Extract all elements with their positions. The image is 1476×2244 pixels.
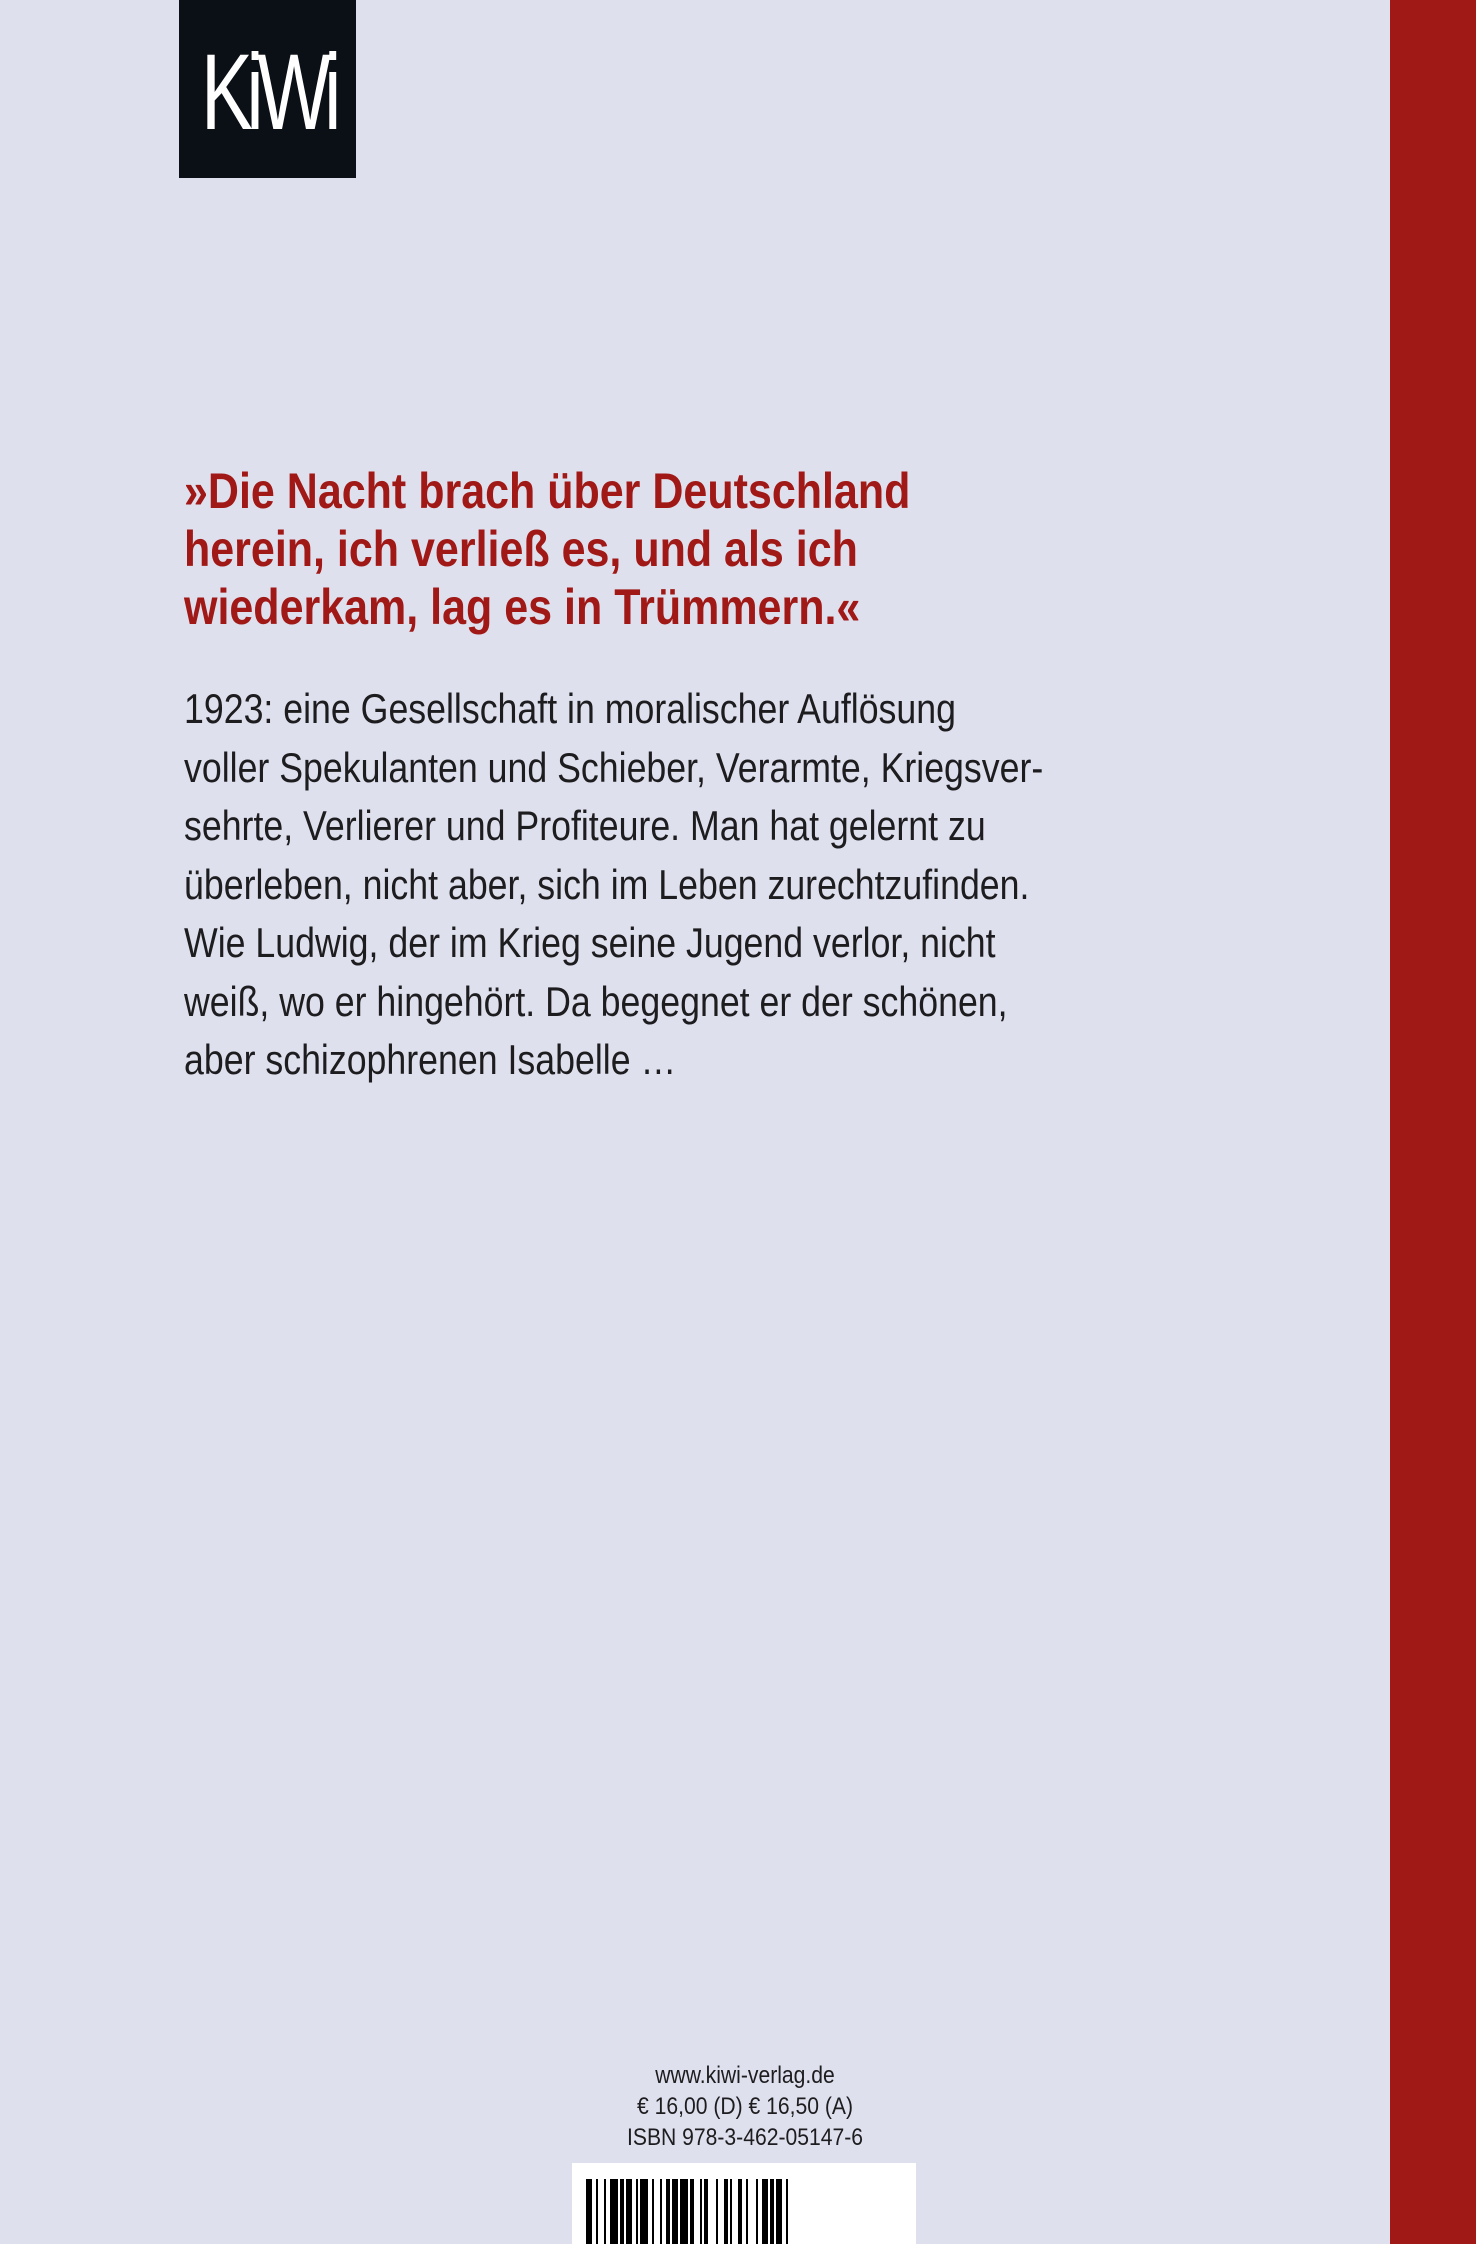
- blurb-line: überleben, nicht aber, sich im Leben zurechtzufinden.: [184, 860, 1030, 908]
- barcode-bar: [770, 2179, 774, 2244]
- barcode-bar: [700, 2179, 702, 2244]
- barcode-bar: [746, 2179, 748, 2244]
- pull-quote-line: herein, ich verließ es, und als ich: [184, 521, 858, 577]
- barcode-bar: [776, 2179, 782, 2244]
- barcode-bar: [762, 2179, 768, 2244]
- blurb-line: voller Spekulanten und Schieber, Verarmte, Kriegsver-: [184, 743, 1044, 791]
- publisher-logo-text: KiWi: [200, 30, 335, 152]
- blurb-line: 1923: eine Gesellschaft in moralischer Auflösung: [184, 685, 956, 732]
- barcode-bar: [716, 2179, 718, 2244]
- price-line: € 16,00 (D) € 16,50 (A): [636, 2093, 854, 2120]
- book-blurb: [184, 680, 1244, 1090]
- publisher-website: www.kiwi-verlag.de: [655, 2062, 835, 2089]
- barcode-bar: [610, 2179, 618, 2244]
- barcode-bar: [636, 2179, 638, 2244]
- pull-quote-line: wiederkam, lag es in Trümmern.«: [184, 579, 861, 635]
- barcode-bar: [586, 2179, 592, 2244]
- barcode-bar: [652, 2179, 654, 2244]
- barcode-bar: [756, 2179, 758, 2244]
- barcode-bar: [724, 2179, 728, 2244]
- barcode-bar: [786, 2179, 788, 2244]
- blurb-line: sehrte, Verlierer und Profiteure. Man hat gelernt zu: [184, 802, 986, 849]
- barcode-bar: [666, 2179, 670, 2244]
- barcode: [572, 2163, 916, 2244]
- barcode-bar: [660, 2179, 662, 2244]
- barcode-bar: [730, 2179, 732, 2244]
- barcode-bar: [596, 2179, 598, 2244]
- barcode-bar: [704, 2179, 708, 2244]
- barcode-bar: [626, 2179, 632, 2244]
- barcode-bar: [672, 2179, 678, 2244]
- spine-stripe: [1390, 0, 1476, 2244]
- barcode-bar: [680, 2179, 688, 2244]
- barcode-bar: [640, 2179, 648, 2244]
- pull-quote-line: »Die Nacht brach über Deutschland: [184, 463, 911, 519]
- barcode-bar: [690, 2179, 694, 2244]
- barcode-bar: [620, 2179, 624, 2244]
- blurb-line: aber schizophrenen Isabelle …: [184, 1036, 677, 1083]
- imprint: [560, 2060, 930, 2153]
- blurb-line: Wie Ludwig, der im Krieg seine Jugend verlor, nicht: [184, 919, 996, 966]
- pull-quote: [184, 462, 1204, 636]
- barcode-bar: [604, 2179, 606, 2244]
- blurb-line: weiß, wo er hingehört. Da begegnet er der schönen,: [184, 977, 1008, 1025]
- isbn-line: ISBN 978-3-462-05147-6: [626, 2124, 863, 2151]
- barcode-bars: [586, 2179, 902, 2244]
- publisher-logo: [179, 0, 356, 178]
- barcode-bar: [738, 2179, 742, 2244]
